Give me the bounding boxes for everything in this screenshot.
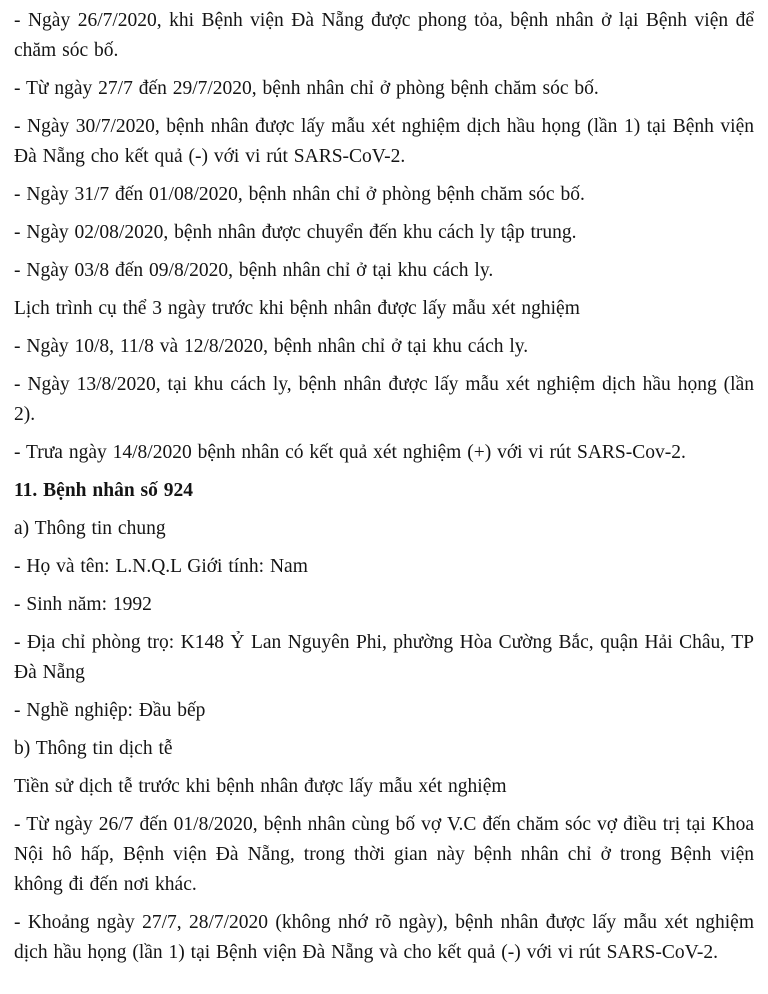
section-heading-patient-924: 11. Bệnh nhân số 924 <box>14 480 194 501</box>
paragraph-timeline-27-29-7: - Từ ngày 27/7 đến 29/7/2020, bệnh nhân chỉ ở phòng bệnh chăm sóc bố. <box>14 78 599 99</box>
paragraph-occupation: - Nghề nghiệp: Đầu bếp <box>14 700 206 721</box>
paragraph-general-info-label: a) Thông tin chung <box>14 518 166 539</box>
paragraph-timeline-26-7: - Ngày 26/7/2020, khi Bệnh viện Đà Nẵng được phong tỏa, bệnh nhân ở lại Bệnh viện để chăm sóc bố. <box>14 10 754 61</box>
paragraph-birth-year: - Sinh năm: 1992 <box>14 594 152 615</box>
paragraph-timeline-31-7: - Ngày 31/7 đến 01/08/2020, bệnh nhân chỉ ở phòng bệnh chăm sóc bố. <box>14 184 585 205</box>
paragraph-timeline-10-12-8: - Ngày 10/8, 11/8 và 12/8/2020, bệnh nhân chỉ ở tại khu cách ly. <box>14 336 529 357</box>
paragraph-epi-history-intro: Tiền sử dịch tễ trước khi bệnh nhân được lấy mẫu xét nghiệm <box>14 776 507 797</box>
paragraph-address: - Địa chỉ phòng trọ: K148 Ỷ Lan Nguyên Phi, phường Hòa Cường Bắc, quận Hải Châu, TP Đà Nẵng <box>14 632 754 683</box>
paragraph-timeline-02-8: - Ngày 02/08/2020, bệnh nhân được chuyển đến khu cách ly tập trung. <box>14 222 577 243</box>
paragraph-itinerary-intro: Lịch trình cụ thể 3 ngày trước khi bệnh nhân được lấy mẫu xét nghiệm <box>14 298 580 319</box>
paragraph-epi-26-7-to-01-8: - Từ ngày 26/7 đến 01/8/2020, bệnh nhân cùng bố vợ V.C đến chăm sóc vợ điều trị tại Khoa Nội hô hấp, Bệnh viện Đà Nẵng, trong thời gian này bệnh nhân chỉ ở trong Bệnh viện không đi đến nơi khác. <box>14 814 754 895</box>
paragraph-timeline-30-7-test1: - Ngày 30/7/2020, bệnh nhân được lấy mẫu xét nghiệm dịch hầu họng (lần 1) tại Bệnh viện Đà Nẵng cho kết quả (-) với vi rút SARS-CoV-2. <box>14 116 754 167</box>
paragraph-timeline-03-09-8: - Ngày 03/8 đến 09/8/2020, bệnh nhân chỉ ở tại khu cách ly. <box>14 260 494 281</box>
paragraph-epi-27-28-7-test1: - Khoảng ngày 27/7, 28/7/2020 (không nhớ rõ ngày), bệnh nhân được lấy mẫu xét nghiệm dịch hầu họng (lần 1) tại Bệnh viện Đà Nẵng và cho kết quả (-) với vi rút SARS-CoV-2. <box>14 912 754 963</box>
paragraph-timeline-13-8-test2: - Ngày 13/8/2020, tại khu cách ly, bệnh nhân được lấy mẫu xét nghiệm dịch hầu họng (lần 2). <box>14 374 754 425</box>
paragraph-epi-info-label: b) Thông tin dịch tễ <box>14 738 173 759</box>
document-body <box>14 6 754 968</box>
paragraph-timeline-14-8-result: - Trưa ngày 14/8/2020 bệnh nhân có kết quả xét nghiệm (+) với vi rút SARS-Cov-2. <box>14 442 686 463</box>
paragraph-name-gender: - Họ và tên: L.N.Q.L Giới tính: Nam <box>14 556 308 577</box>
